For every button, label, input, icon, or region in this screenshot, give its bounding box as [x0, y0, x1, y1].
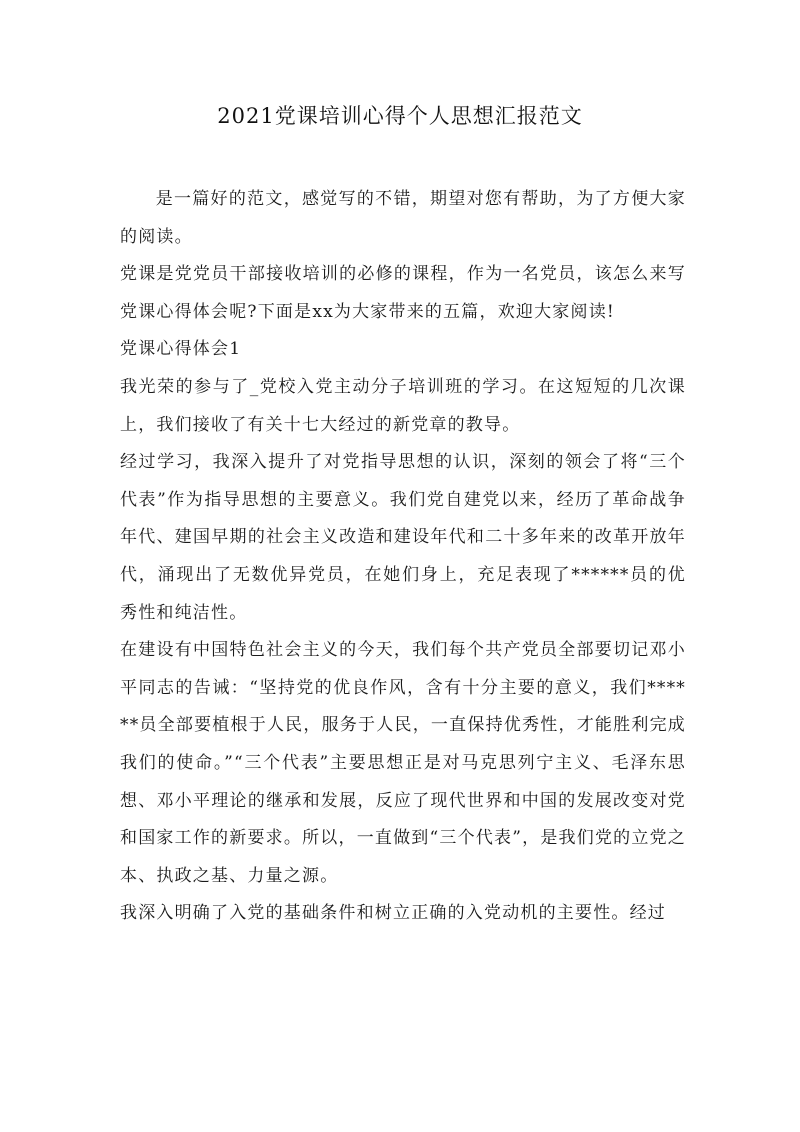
paragraph: 经过学习，我深入提升了对党指导思想的认识，深刻的领会了将“三个代表”作为指导思想的主要意义。我们党自建党以来，经历了革命战争年代、建国早期的社会主义改造和建设年代和二十多年来的改革开放年代，涌现出了无数优异党员，在她们身上，充足表现了******员的优秀性和纯洁性。 [120, 452, 686, 623]
section-heading: 党课心得体会1 [120, 339, 242, 360]
paragraph: 在建设有中国特色社会主义的今天，我们每个共产党员全部要切记邓小平同志的告诫：“坚持党的优良作风，含有十分主要的意义，我们******员全部要植根于人民，服务于人民，一直保持优秀性，才能胜利完成我们的使命。”“三个代表”主要思想正是对马克思列宁主义、毛泽东思想、邓小平理论的继承和发展，反应了现代世界和中国的发展改变对党和国家工作的新要求。所以，一直做到“三个代表”，是我们党的立党之本、执政之基、力量之源。 [120, 640, 686, 886]
document-body [120, 181, 686, 933]
intro-paragraph: 是一篇好的范文，感觉写的不错，期望对您有帮助，为了方便大家的阅读。 [120, 189, 686, 247]
paragraph: 党课是党党员干部接收培训的必修的课程，作为一名党员，该怎么来写党课心得体会呢?下面是xx为大家带来的五篇，欢迎大家阅读! [120, 264, 686, 322]
document-title: 2021党课培训心得个人思想汇报范文 [217, 104, 583, 128]
paragraph: 我光荣的参与了_党校入党主动分子培训班的学习。在这短短的几次课上，我们接收了有关十七大经过的新党章的教导。 [120, 376, 686, 435]
paragraph: 我深入明确了入党的基础条件和树立正确的入党动机的主要性。经过 [120, 903, 666, 924]
